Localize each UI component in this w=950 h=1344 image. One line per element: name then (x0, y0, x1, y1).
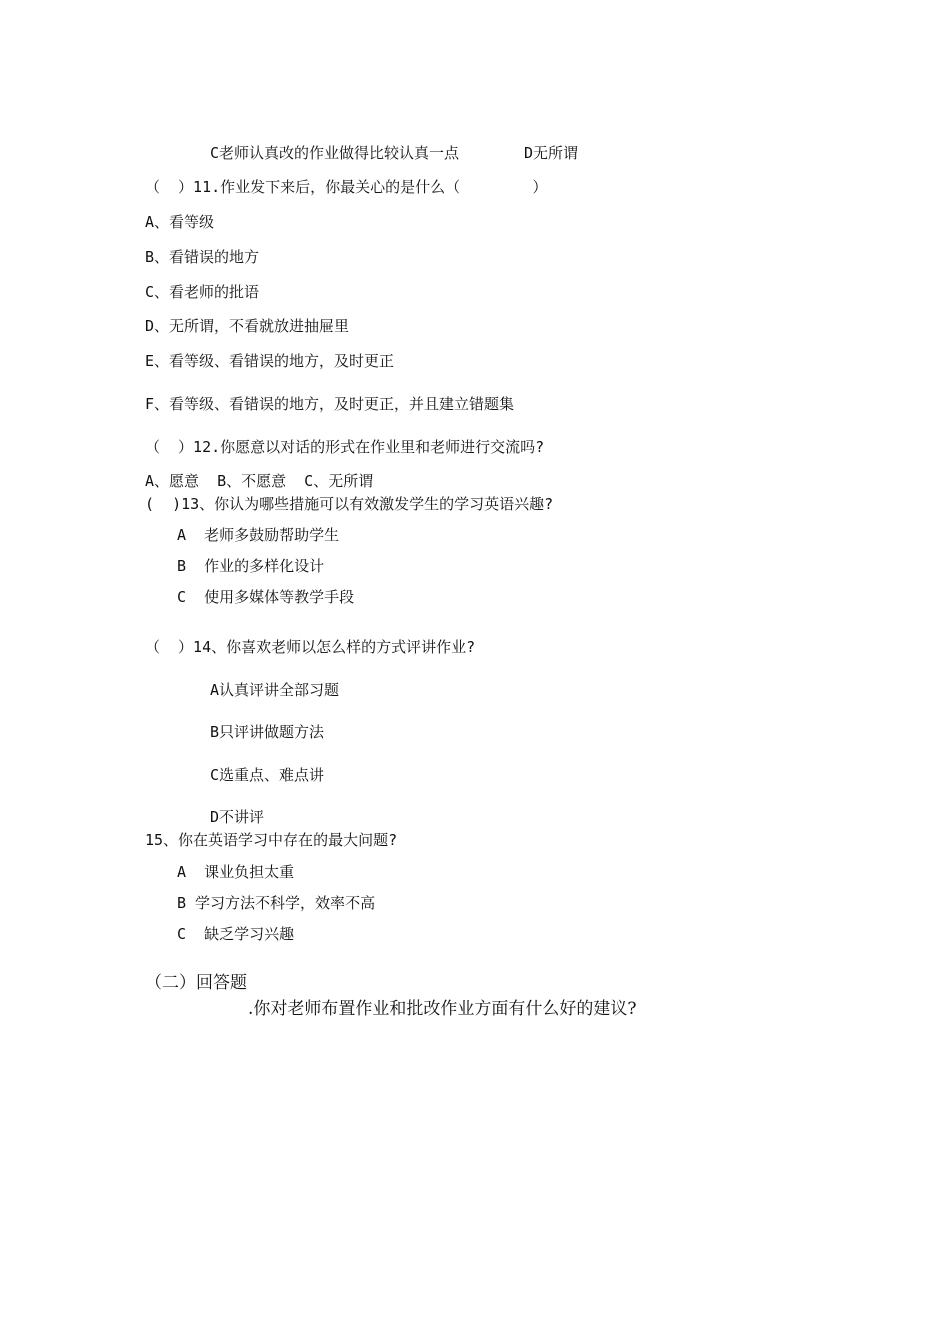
q12-question: （ ）12.你愿意以对话的形式在作业里和老师进行交流吗? (145, 438, 545, 456)
q11-option-b: B、看错误的地方 (145, 248, 260, 266)
q13-option-b: B 作业的多样化设计 (177, 557, 325, 575)
q11-option-c: C、看老师的批语 (145, 283, 260, 301)
q14-option-d: D不讲评 (210, 808, 265, 826)
q15-option-b: B 学习方法不科学，效率不高 (177, 894, 376, 912)
q11-question: （ ）11.作业发下来后，你最关心的是什么（ ） (145, 178, 548, 196)
q15-question: 15、你在英语学习中存在的最大问题? (145, 831, 398, 849)
q13-option-a: A 老师多鼓励帮助学生 (177, 526, 340, 544)
q14-question: （ ）14、你喜欢老师以怎么样的方式评讲作业? (145, 638, 476, 656)
section2-question: .你对老师布置作业和批改作业方面有什么好的建议? (248, 999, 637, 1019)
q14-option-c: C选重点、难点讲 (210, 766, 325, 784)
q11-option-a: A、看等级 (145, 213, 215, 231)
q15-option-a: A 课业负担太重 (177, 863, 295, 881)
q14-option-a: A认真评讲全部习题 (210, 681, 340, 699)
q12-options: A、愿意 B、不愿意 C、无所谓 (145, 472, 374, 490)
q11-option-d: D、无所谓，不看就放进抽屉里 (145, 317, 350, 335)
q10-option-d: D无所谓 (524, 144, 579, 162)
section2-title: （二）回答题 (145, 973, 247, 993)
q13-option-c: C 使用多媒体等教学手段 (177, 588, 355, 606)
q15-option-c: C 缺乏学习兴趣 (177, 925, 295, 943)
q14-option-b: B只评讲做题方法 (210, 723, 325, 741)
q13-question: ( )13、你认为哪些措施可以有效激发学生的学习英语兴趣? (145, 495, 554, 513)
q11-option-f: F、看等级、看错误的地方，及时更正，并且建立错题集 (145, 395, 515, 413)
q11-option-e: E、看等级、看错误的地方，及时更正 (145, 352, 395, 370)
q10-option-c: C老师认真改的作业做得比较认真一点 (210, 144, 460, 162)
